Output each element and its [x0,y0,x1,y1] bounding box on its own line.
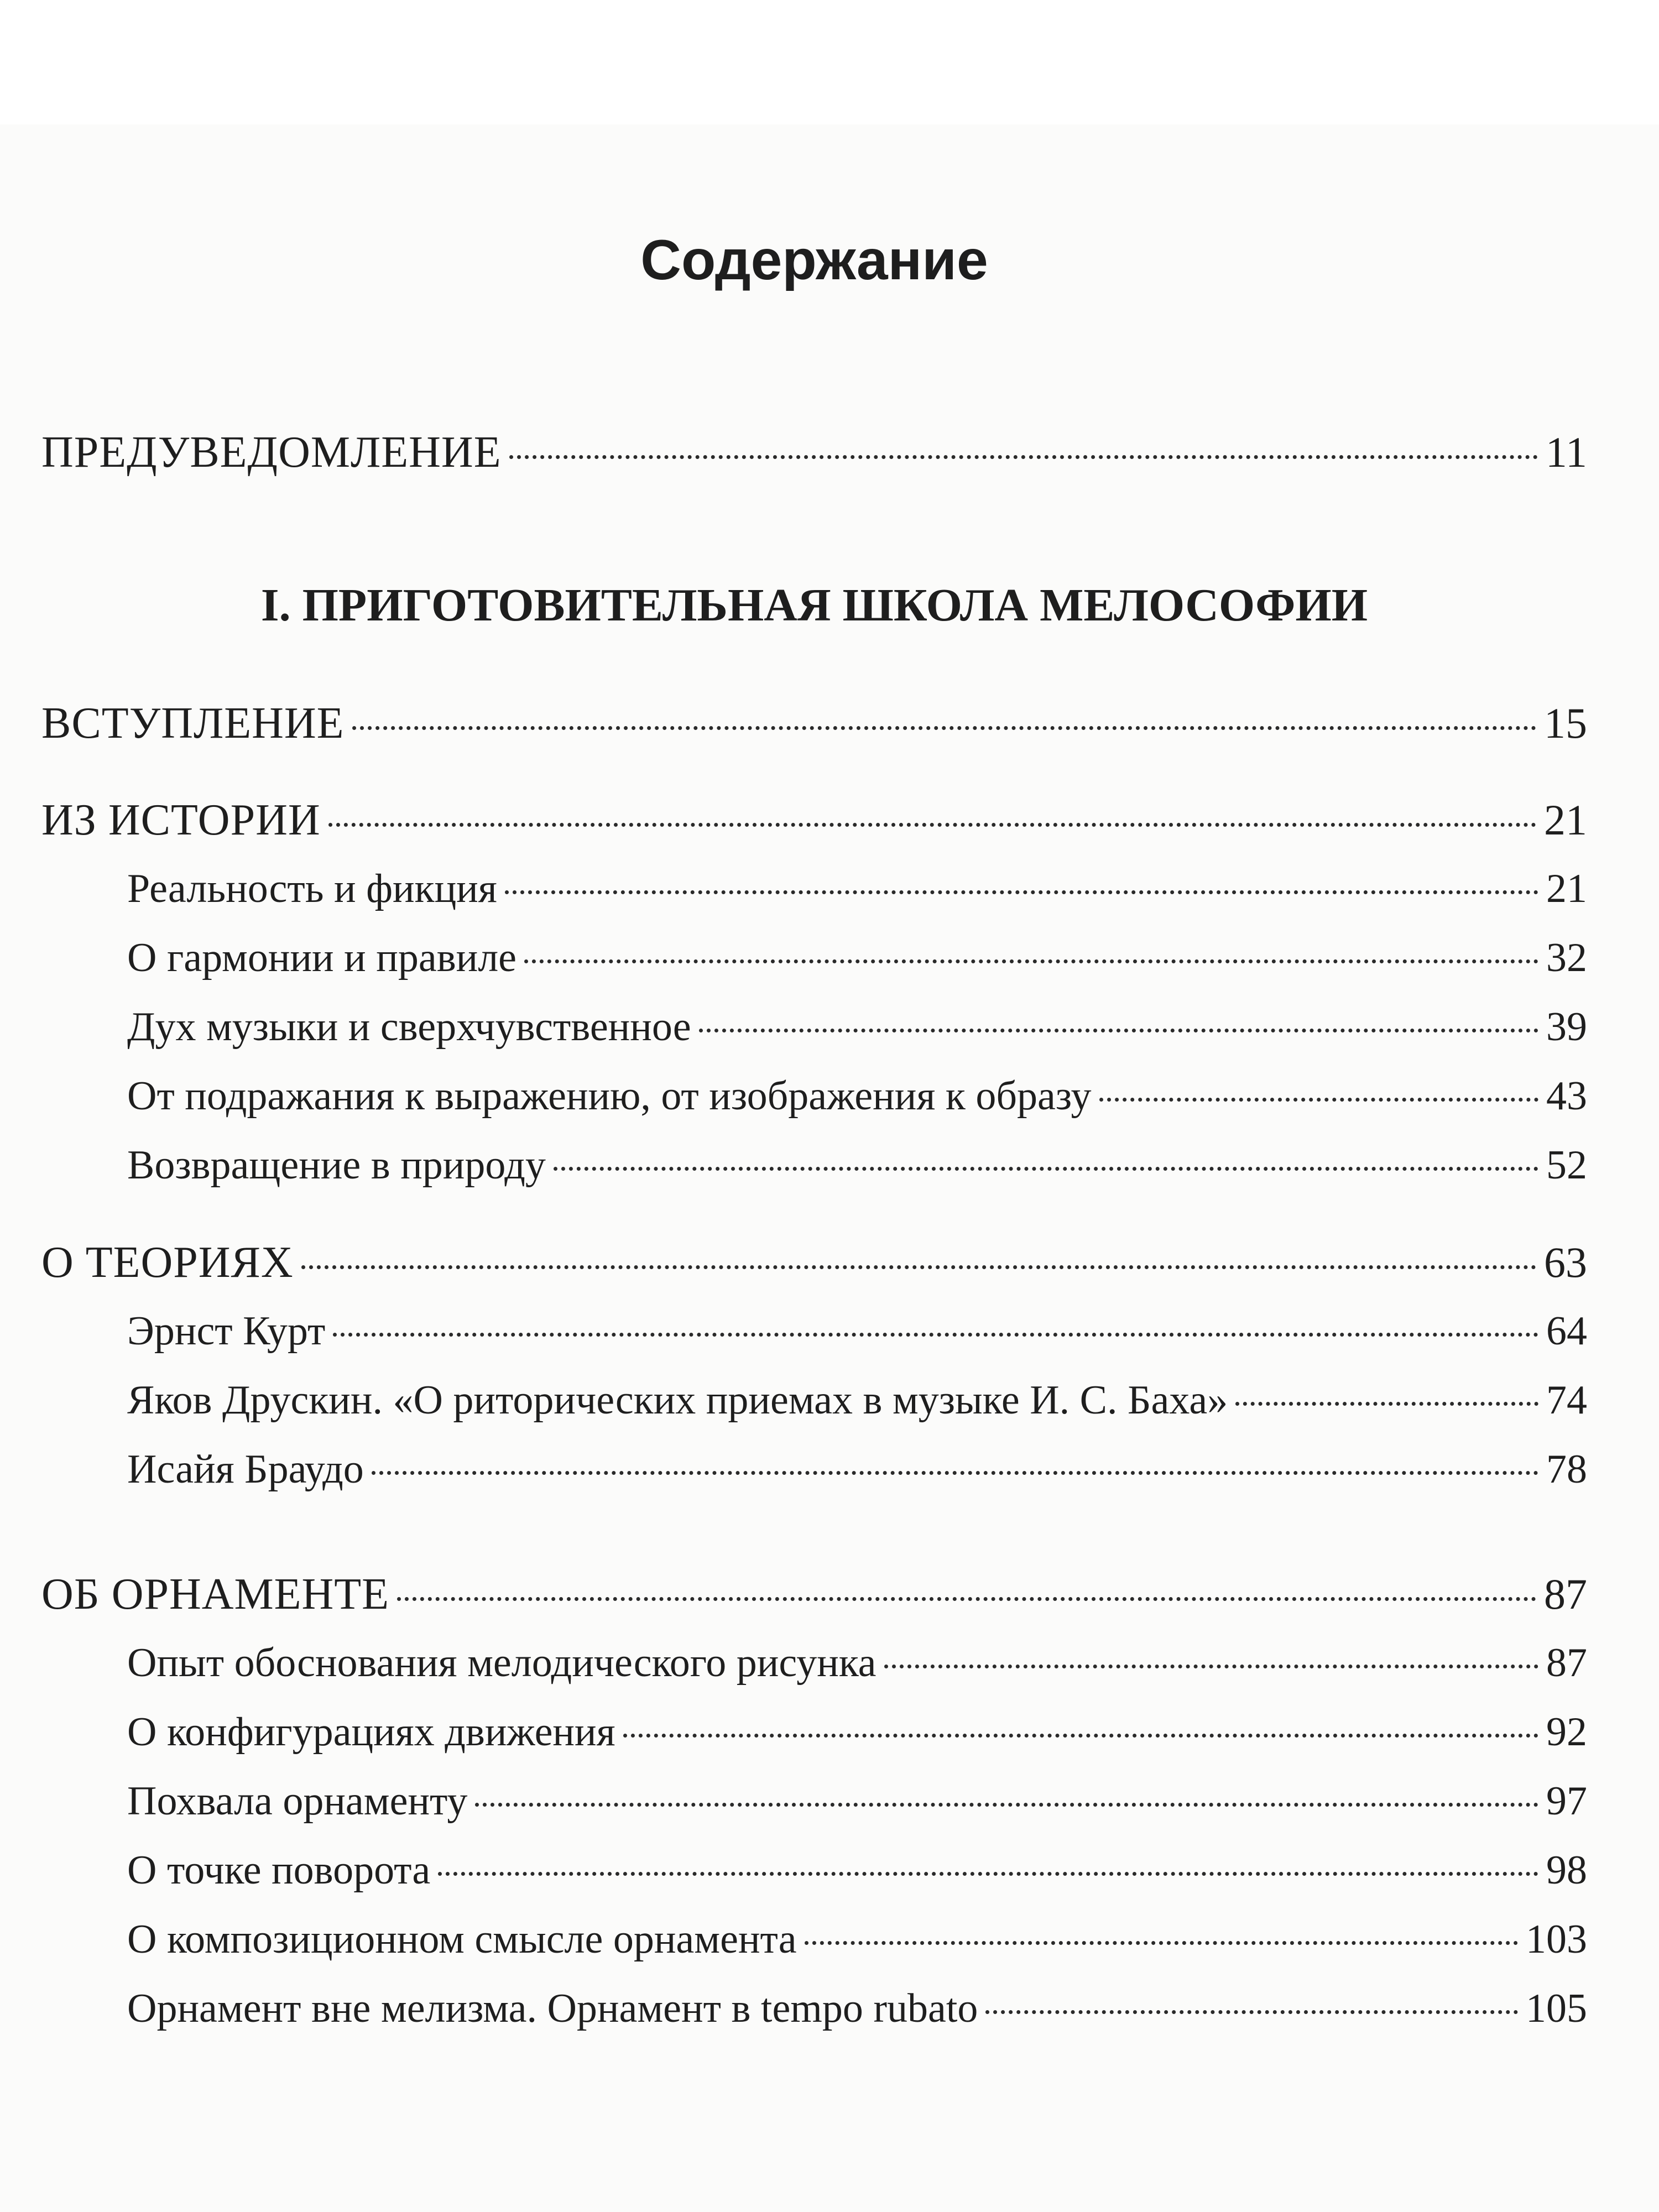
dot-leader [301,1265,1536,1269]
toc-page-number: 11 [1545,428,1587,476]
dot-leader [985,2010,1518,2014]
toc-page-number: 78 [1546,1447,1587,1492]
dot-leader [805,1941,1518,1945]
dot-leader [1099,1098,1538,1102]
toc-page-number: 32 [1546,935,1587,980]
toc-section-label: ОБ ОРНАМЕНТЕ [41,1570,390,1619]
toc-page-number: 15 [1544,699,1587,747]
toc-page-number: 63 [1544,1238,1587,1286]
toc-entry [41,1131,1587,1200]
toc-entry [41,1629,1587,1698]
toc-entry-label: Дух музыки и сверхчувственное [127,1004,691,1050]
toc-page-number: 21 [1544,796,1587,844]
toc-page-number: 21 [1546,866,1587,911]
toc-entry [41,1297,1587,1366]
toc-entry [41,854,1587,924]
toc-entry-label: О точке поворота [127,1848,431,1893]
dot-leader [505,890,1538,894]
toc-entry [41,1767,1587,1836]
dot-leader [328,823,1536,827]
toc-entry-label: Эрнст Курт [127,1308,326,1354]
toc-section-history [41,785,1587,854]
toc-page-number: 74 [1546,1378,1587,1423]
toc-page-number: 103 [1526,1917,1587,1962]
toc-entry [41,1698,1587,1767]
toc-page-number: 92 [1546,1709,1587,1755]
dot-leader [397,1597,1536,1601]
toc-entry-label: От подражания к выражению, от изображения к образу [127,1073,1092,1119]
toc-page-number: 97 [1546,1778,1587,1824]
toc-section-label: ПРЕДУВЕДОМЛЕНИЕ [41,428,502,477]
toc-section-ornament [41,1559,1587,1629]
toc-entry-label: Яков Друскин. «О риторических приемах в музыке И. С. Баха» [127,1378,1228,1423]
toc-section-theories [41,1228,1587,1297]
toc-entry [41,1366,1587,1435]
dot-leader [372,1471,1538,1475]
dot-leader [509,455,1538,459]
toc-entry [41,924,1587,993]
toc-entry-label: Реальность и фикция [127,866,497,911]
toc-page-number: 105 [1526,1986,1587,2031]
toc-entry-label: Возвращение в природу [127,1142,546,1188]
toc-section-foreword [41,418,1587,487]
toc-entry-label: О конфигурациях движения [127,1709,615,1755]
toc-page-number: 39 [1546,1004,1587,1050]
toc-entry-label: Опыт обоснования мелодического рисунка [127,1640,877,1686]
toc-entry-label: Исайя Браудо [127,1447,364,1492]
toc-section-intro [41,688,1587,758]
toc-page-number: 87 [1544,1570,1587,1618]
toc-entry [41,1905,1587,1974]
toc-entry-label: О гармонии и правиле [127,935,517,980]
toc-entry-label: Похвала орнаменту [127,1778,468,1824]
toc-section-label: О ТЕОРИЯХ [41,1238,294,1287]
dot-leader [1235,1402,1538,1406]
dot-leader [699,1029,1538,1032]
toc-page-number: 87 [1546,1640,1587,1686]
toc-entry [41,1974,1587,2043]
part-title: I. ПРИГОТОВИТЕЛЬНАЯ ШКОЛА МЕЛОСОФИИ [260,580,1368,631]
toc-page-number: 43 [1546,1073,1587,1119]
toc-entry [41,993,1587,1062]
toc-entry-label: О композиционном смысле орнамента [127,1917,797,1962]
dot-leader [475,1803,1538,1807]
dot-leader [884,1665,1538,1668]
toc-section-label: ИЗ ИСТОРИИ [41,796,321,844]
dot-leader [352,726,1536,730]
dot-leader [438,1872,1538,1876]
toc-entry [41,1062,1587,1131]
page-title: Содержание [640,228,988,291]
dot-leader [524,959,1538,963]
toc-entry-label: Орнамент вне мелизма. Орнамент в tempo rubato [127,1986,978,2031]
dot-leader [554,1167,1538,1171]
toc-entry [41,1836,1587,1905]
scan-margin [0,0,1659,124]
toc-page-number: 98 [1546,1848,1587,1893]
dot-leader [623,1734,1538,1738]
toc-page-number: 64 [1546,1308,1587,1354]
toc-page-number: 52 [1546,1142,1587,1188]
toc-entry [41,1435,1587,1504]
dot-leader [333,1333,1538,1337]
toc-section-label: ВСТУПЛЕНИЕ [41,699,345,748]
